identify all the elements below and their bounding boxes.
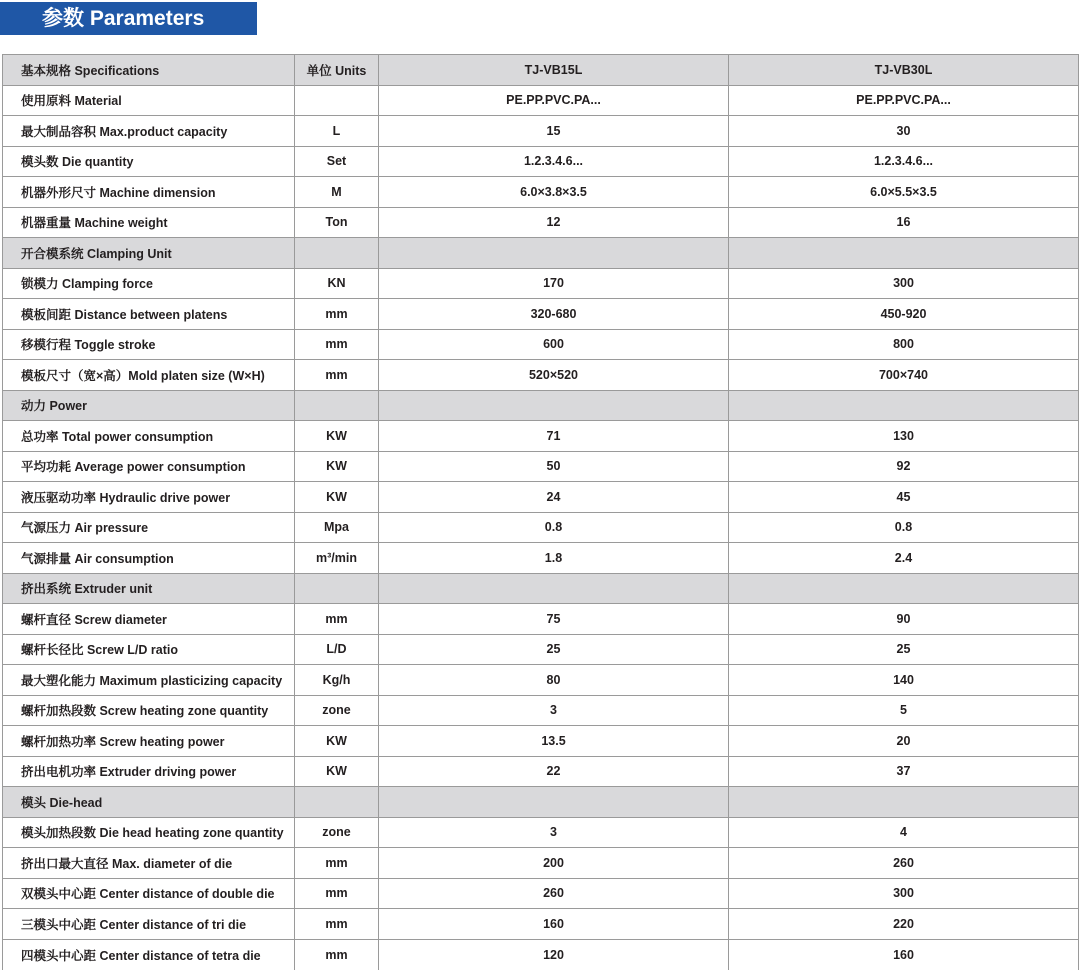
table-row — [3, 756, 1079, 787]
table-header-row — [3, 55, 1079, 86]
tj-vb15l-value-cell: 520×520 — [379, 360, 729, 391]
spec-name-cell: 四模头中心距 Center distance of tetra die — [3, 939, 295, 970]
spec-name-cell: 三模头中心距 Center distance of tri die — [3, 909, 295, 940]
table-row — [3, 634, 1079, 665]
tj-vb15l-value-cell: 22 — [379, 756, 729, 787]
tj-vb30l-value-cell: 300 — [729, 878, 1079, 909]
tj-vb30l-value-cell: 6.0×5.5×3.5 — [729, 177, 1079, 208]
section-header-row — [3, 787, 1079, 818]
tj-vb30l-value-cell: 4 — [729, 817, 1079, 848]
tj-vb30l-value-cell: 160 — [729, 939, 1079, 970]
section-empty-cell — [295, 390, 379, 421]
section-empty-cell — [295, 573, 379, 604]
unit-cell: Ton — [295, 207, 379, 238]
table-body — [3, 85, 1079, 970]
unit-cell: mm — [295, 360, 379, 391]
unit-cell: KW — [295, 421, 379, 452]
spec-name-cell: 模板尺寸（宽×高）Mold platen size (W×H) — [3, 360, 295, 391]
tj-vb15l-value-cell: 75 — [379, 604, 729, 635]
table-row — [3, 421, 1079, 452]
spec-name-cell: 螺杆直径 Screw diameter — [3, 604, 295, 635]
spec-name-cell: 移模行程 Toggle stroke — [3, 329, 295, 360]
tj-vb15l-value-cell: 600 — [379, 329, 729, 360]
tj-vb15l-value-cell: 160 — [379, 909, 729, 940]
spec-name-cell: 螺杆加热功率 Screw heating power — [3, 726, 295, 757]
tj-vb30l-value-cell: 450-920 — [729, 299, 1079, 330]
table-row — [3, 177, 1079, 208]
table-row — [3, 726, 1079, 757]
table-row — [3, 939, 1079, 970]
spec-name-cell: 模头加热段数 Die head heating zone quantity — [3, 817, 295, 848]
unit-cell: L — [295, 116, 379, 147]
tj-vb30l-value-cell: 25 — [729, 634, 1079, 665]
unit-cell: Mpa — [295, 512, 379, 543]
spec-name-cell: 挤出口最大直径 Max. diameter of die — [3, 848, 295, 879]
table-row — [3, 848, 1079, 879]
table-row — [3, 909, 1079, 940]
unit-cell — [295, 85, 379, 116]
unit-cell: mm — [295, 299, 379, 330]
unit-cell: zone — [295, 695, 379, 726]
tj-vb30l-value-cell: 30 — [729, 116, 1079, 147]
table-row — [3, 360, 1079, 391]
tj-vb30l-value-cell: 700×740 — [729, 360, 1079, 391]
spec-name-cell: 锁模力 Clamping force — [3, 268, 295, 299]
section-header-row — [3, 238, 1079, 269]
unit-cell: mm — [295, 878, 379, 909]
tj-vb15l-value-cell: 3 — [379, 695, 729, 726]
unit-cell: mm — [295, 604, 379, 635]
tj-vb15l-value-cell: 170 — [379, 268, 729, 299]
tj-vb15l-value-cell: 13.5 — [379, 726, 729, 757]
tj-vb15l-value-cell: 50 — [379, 451, 729, 482]
unit-cell: KW — [295, 756, 379, 787]
tj-vb15l-value-cell: 6.0×3.8×3.5 — [379, 177, 729, 208]
tj-vb30l-value-cell: 92 — [729, 451, 1079, 482]
column-header-specifications: 基本规格 Specifications — [3, 55, 295, 86]
tj-vb15l-value-cell: 25 — [379, 634, 729, 665]
unit-cell: KW — [295, 482, 379, 513]
tj-vb30l-value-cell: 220 — [729, 909, 1079, 940]
section-empty-cell — [295, 787, 379, 818]
tj-vb15l-value-cell: 71 — [379, 421, 729, 452]
spec-name-cell: 模头数 Die quantity — [3, 146, 295, 177]
table-row — [3, 207, 1079, 238]
unit-cell: KN — [295, 268, 379, 299]
section-title: 挤出系统 Extruder unit — [3, 573, 295, 604]
parameters-table — [2, 54, 1079, 970]
tj-vb30l-value-cell: 130 — [729, 421, 1079, 452]
unit-cell: Kg/h — [295, 665, 379, 696]
unit-cell: mm — [295, 848, 379, 879]
table-row — [3, 329, 1079, 360]
tj-vb30l-value-cell: 90 — [729, 604, 1079, 635]
tj-vb30l-value-cell: 45 — [729, 482, 1079, 513]
tj-vb30l-value-cell: 260 — [729, 848, 1079, 879]
tj-vb30l-value-cell: 5 — [729, 695, 1079, 726]
unit-cell: M — [295, 177, 379, 208]
table-row — [3, 665, 1079, 696]
section-empty-cell — [729, 390, 1079, 421]
tj-vb30l-value-cell: 300 — [729, 268, 1079, 299]
unit-cell: mm — [295, 939, 379, 970]
section-header-row — [3, 573, 1079, 604]
section-empty-cell — [379, 390, 729, 421]
tj-vb15l-value-cell: 120 — [379, 939, 729, 970]
tj-vb15l-value-cell: 24 — [379, 482, 729, 513]
tj-vb15l-value-cell: 80 — [379, 665, 729, 696]
column-header-tj-vb30l: TJ-VB30L — [729, 55, 1079, 86]
section-title: 模头 Die-head — [3, 787, 295, 818]
spec-name-cell: 使用原料 Material — [3, 85, 295, 116]
tj-vb30l-value-cell: PE.PP.PVC.PA... — [729, 85, 1079, 116]
tj-vb15l-value-cell: PE.PP.PVC.PA... — [379, 85, 729, 116]
spec-name-cell: 机器重量 Machine weight — [3, 207, 295, 238]
unit-cell: mm — [295, 329, 379, 360]
tj-vb15l-value-cell: 1.8 — [379, 543, 729, 574]
spec-name-cell: 液压驱动功率 Hydraulic drive power — [3, 482, 295, 513]
section-empty-cell — [729, 238, 1079, 269]
table-row — [3, 299, 1079, 330]
unit-cell: L/D — [295, 634, 379, 665]
unit-cell: KW — [295, 451, 379, 482]
tj-vb15l-value-cell: 1.2.3.4.6... — [379, 146, 729, 177]
spec-name-cell: 螺杆加热段数 Screw heating zone quantity — [3, 695, 295, 726]
section-title: 开合模系统 Clamping Unit — [3, 238, 295, 269]
table-row — [3, 695, 1079, 726]
spec-name-cell: 双模头中心距 Center distance of double die — [3, 878, 295, 909]
table-row — [3, 482, 1079, 513]
tj-vb30l-value-cell: 37 — [729, 756, 1079, 787]
tj-vb15l-value-cell: 320-680 — [379, 299, 729, 330]
tj-vb30l-value-cell: 800 — [729, 329, 1079, 360]
table-row — [3, 604, 1079, 635]
spec-name-cell: 总功率 Total power consumption — [3, 421, 295, 452]
spec-name-cell: 最大制品容积 Max.product capacity — [3, 116, 295, 147]
page-title: 参数 Parameters — [0, 2, 257, 35]
tj-vb30l-value-cell: 2.4 — [729, 543, 1079, 574]
table-row — [3, 512, 1079, 543]
table-row — [3, 451, 1079, 482]
section-empty-cell — [729, 573, 1079, 604]
unit-cell: m³/min — [295, 543, 379, 574]
table-row — [3, 878, 1079, 909]
tj-vb30l-value-cell: 1.2.3.4.6... — [729, 146, 1079, 177]
spec-name-cell: 模板间距 Distance between platens — [3, 299, 295, 330]
unit-cell: Set — [295, 146, 379, 177]
table-row — [3, 817, 1079, 848]
tj-vb30l-value-cell: 0.8 — [729, 512, 1079, 543]
section-title: 动力 Power — [3, 390, 295, 421]
tj-vb15l-value-cell: 260 — [379, 878, 729, 909]
table-row — [3, 116, 1079, 147]
section-empty-cell — [379, 573, 729, 604]
unit-cell: KW — [295, 726, 379, 757]
unit-cell: mm — [295, 909, 379, 940]
spec-name-cell: 螺杆长径比 Screw L/D ratio — [3, 634, 295, 665]
section-empty-cell — [729, 787, 1079, 818]
spec-name-cell: 机器外形尺寸 Machine dimension — [3, 177, 295, 208]
unit-cell: zone — [295, 817, 379, 848]
spec-name-cell: 气源压力 Air pressure — [3, 512, 295, 543]
table-row — [3, 146, 1079, 177]
spec-name-cell: 最大塑化能力 Maximum plasticizing capacity — [3, 665, 295, 696]
column-header-tj-vb15l: TJ-VB15L — [379, 55, 729, 86]
section-empty-cell — [379, 787, 729, 818]
spec-name-cell: 平均功耗 Average power consumption — [3, 451, 295, 482]
table-row — [3, 543, 1079, 574]
section-empty-cell — [379, 238, 729, 269]
table-row — [3, 85, 1079, 116]
tj-vb30l-value-cell: 16 — [729, 207, 1079, 238]
tj-vb30l-value-cell: 20 — [729, 726, 1079, 757]
tj-vb15l-value-cell: 12 — [379, 207, 729, 238]
table-row — [3, 268, 1079, 299]
spec-name-cell: 气源排量 Air consumption — [3, 543, 295, 574]
tj-vb15l-value-cell: 3 — [379, 817, 729, 848]
tj-vb15l-value-cell: 0.8 — [379, 512, 729, 543]
tj-vb15l-value-cell: 15 — [379, 116, 729, 147]
section-header-row — [3, 390, 1079, 421]
tj-vb15l-value-cell: 200 — [379, 848, 729, 879]
section-empty-cell — [295, 238, 379, 269]
spec-name-cell: 挤出电机功率 Extruder driving power — [3, 756, 295, 787]
column-header-units: 单位 Units — [295, 55, 379, 86]
tj-vb30l-value-cell: 140 — [729, 665, 1079, 696]
